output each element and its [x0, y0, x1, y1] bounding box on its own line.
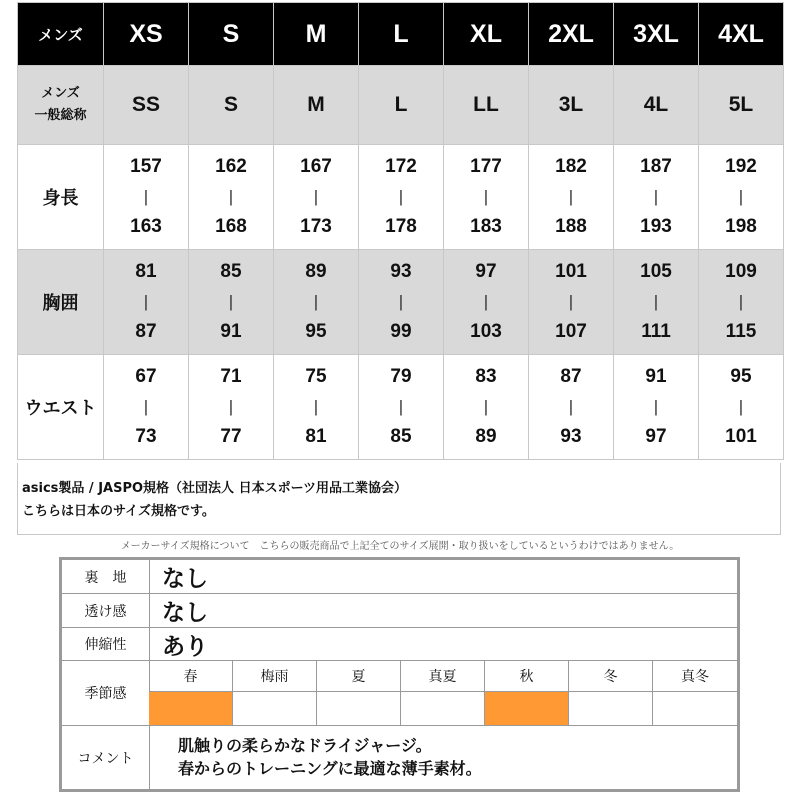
range-min: 97	[475, 261, 497, 282]
measurement-range	[104, 156, 188, 238]
season-indicator	[149, 692, 233, 725]
range-separator: |	[228, 397, 234, 416]
stretch-value: あり	[162, 633, 208, 660]
range-max: 163	[130, 216, 162, 237]
spec-table	[59, 557, 740, 792]
range-min: 67	[135, 366, 157, 387]
measurement-range	[104, 366, 188, 448]
measurement-range	[189, 261, 273, 343]
spec-row-stretch	[62, 628, 737, 661]
range-min: 177	[470, 156, 502, 177]
range-min: 105	[640, 261, 672, 282]
measurement-cell	[444, 145, 529, 250]
range-separator: |	[398, 292, 404, 311]
season-indicator	[233, 692, 317, 725]
measurement-range	[699, 156, 783, 238]
season-name: 真冬	[653, 661, 737, 692]
range-max: 93	[560, 426, 582, 447]
measurement-cell	[104, 145, 189, 250]
season-name: 秋	[485, 661, 569, 692]
range-separator: |	[313, 292, 319, 311]
range-separator: |	[483, 187, 489, 206]
sheer-value: なし	[162, 600, 208, 626]
range-max: 77	[220, 426, 242, 447]
range-separator: |	[653, 292, 659, 311]
range-max: 188	[555, 216, 587, 237]
range-separator: |	[483, 292, 489, 311]
range-separator: |	[568, 397, 574, 416]
comment-label: コメント	[62, 726, 150, 789]
range-max: 111	[641, 321, 671, 342]
range-separator: |	[738, 187, 744, 206]
range-max: 168	[215, 216, 247, 237]
lining-value: なし	[162, 566, 208, 592]
season-indicator	[317, 692, 401, 725]
range-min: 187	[640, 156, 672, 177]
range-min: 75	[305, 366, 327, 387]
comment-line-1: 肌触りの柔らかなドライジャージ。	[178, 736, 432, 755]
measurement-cell	[274, 250, 359, 355]
jp-size-m: M	[274, 66, 359, 145]
range-min: 182	[555, 156, 587, 177]
size-header-s: S	[189, 3, 274, 66]
measurement-cell	[529, 250, 614, 355]
jp-size-label	[18, 66, 104, 145]
comment-line-2: 春からのトレーニングに最適な薄手素材。	[178, 759, 482, 778]
range-separator: |	[398, 187, 404, 206]
size-header-4xl: 4XL	[699, 3, 784, 66]
range-max: 173	[300, 216, 332, 237]
range-separator: |	[313, 397, 319, 416]
size-header-row	[18, 3, 784, 66]
measurement-range	[614, 366, 698, 448]
range-max: 107	[555, 321, 587, 342]
range-max: 81	[305, 426, 327, 447]
range-max: 95	[305, 321, 327, 342]
measurement-range	[189, 156, 273, 238]
measurement-label: ウエスト	[18, 355, 104, 460]
size-header-xs: XS	[104, 3, 189, 66]
jp-size-label-line2: 一般総称	[34, 108, 87, 123]
range-max: 91	[220, 321, 242, 342]
range-separator: |	[653, 187, 659, 206]
range-max: 97	[645, 426, 667, 447]
measurement-cell	[189, 355, 274, 460]
season-name: 春	[149, 661, 233, 692]
range-min: 89	[305, 261, 327, 282]
size-header-xl: XL	[444, 3, 529, 66]
measurement-cell	[104, 355, 189, 460]
measurement-row	[18, 355, 784, 460]
spec-row-lining	[62, 560, 737, 594]
jp-size-ss: SS	[104, 66, 189, 145]
spec-row-sheer	[62, 594, 737, 628]
note-line-1: asics製品 / JASPO規格（社団法人 日本スポーツ用品工業協会）	[22, 481, 408, 496]
comment-text	[178, 734, 482, 780]
measurement-cell	[359, 355, 444, 460]
jp-size-row	[18, 66, 784, 145]
size-header-m: M	[274, 3, 359, 66]
range-separator: |	[228, 187, 234, 206]
range-separator: |	[738, 292, 744, 311]
measurement-cell	[699, 250, 784, 355]
range-min: 167	[300, 156, 332, 177]
range-min: 162	[215, 156, 247, 177]
measurement-range	[444, 156, 528, 238]
range-min: 71	[220, 366, 242, 387]
measurement-row	[18, 250, 784, 355]
measurement-range	[274, 261, 358, 343]
jp-size-5l: 5L	[699, 66, 784, 145]
standard-note	[17, 463, 781, 535]
range-min: 81	[135, 261, 157, 282]
measurement-range	[614, 261, 698, 343]
measurement-range	[189, 366, 273, 448]
season-grid	[149, 661, 737, 725]
jp-size-4l: 4L	[614, 66, 699, 145]
measurement-cell	[104, 250, 189, 355]
range-max: 87	[135, 321, 157, 342]
range-separator: |	[483, 397, 489, 416]
measurement-range	[699, 261, 783, 343]
measurement-cell	[614, 355, 699, 460]
measurement-cell	[189, 145, 274, 250]
range-max: 101	[725, 426, 757, 447]
range-separator: |	[653, 397, 659, 416]
measurement-cell	[359, 145, 444, 250]
measurement-cell	[529, 355, 614, 460]
measurement-range	[444, 366, 528, 448]
range-min: 192	[725, 156, 757, 177]
range-max: 73	[135, 426, 157, 447]
range-max: 103	[470, 321, 502, 342]
range-separator: |	[143, 397, 149, 416]
measurement-range	[274, 366, 358, 448]
range-separator: |	[398, 397, 404, 416]
season-label: 季節感	[62, 661, 150, 725]
measurement-range	[359, 261, 443, 343]
measurement-row	[18, 145, 784, 250]
measurement-cell	[274, 145, 359, 250]
season-indicator	[653, 692, 737, 725]
measurement-range	[359, 156, 443, 238]
size-header-3xl: 3XL	[614, 3, 699, 66]
range-min: 109	[725, 261, 757, 282]
measurement-cell	[359, 250, 444, 355]
lining-label: 裏 地	[62, 560, 150, 593]
range-separator: |	[738, 397, 744, 416]
spec-row-comment	[62, 726, 737, 789]
range-separator: |	[143, 292, 149, 311]
measurement-range	[529, 156, 613, 238]
spec-row-season	[62, 661, 737, 726]
range-max: 85	[390, 426, 412, 447]
measurement-range	[529, 366, 613, 448]
range-separator: |	[568, 187, 574, 206]
measurement-cell	[614, 250, 699, 355]
measurement-range	[274, 156, 358, 238]
range-min: 79	[390, 366, 412, 387]
range-min: 85	[220, 261, 242, 282]
jp-size-s: S	[189, 66, 274, 145]
measurement-cell	[529, 145, 614, 250]
measurement-cell	[444, 250, 529, 355]
range-max: 178	[385, 216, 417, 237]
range-min: 83	[475, 366, 497, 387]
range-max: 99	[390, 321, 412, 342]
range-min: 91	[645, 366, 667, 387]
measurement-cell	[614, 145, 699, 250]
measurement-label: 胸囲	[18, 250, 104, 355]
sheer-label: 透け感	[62, 594, 150, 627]
size-header-l: L	[359, 3, 444, 66]
range-min: 93	[390, 261, 412, 282]
measurement-cell	[699, 145, 784, 250]
season-name: 梅雨	[233, 661, 317, 692]
measurement-range	[529, 261, 613, 343]
season-indicator	[401, 692, 485, 725]
jp-size-label-line1: メンズ	[41, 86, 80, 101]
measurement-range	[614, 156, 698, 238]
range-max: 193	[640, 216, 672, 237]
range-min: 95	[730, 366, 752, 387]
measurement-cell	[274, 355, 359, 460]
range-max: 198	[725, 216, 757, 237]
jp-size-l: L	[359, 66, 444, 145]
jp-size-ll: LL	[444, 66, 529, 145]
stretch-label: 伸縮性	[62, 628, 150, 660]
range-max: 89	[475, 426, 497, 447]
range-separator: |	[228, 292, 234, 311]
measurement-cell	[189, 250, 274, 355]
range-separator: |	[313, 187, 319, 206]
season-indicator	[485, 692, 569, 725]
range-min: 172	[385, 156, 417, 177]
range-min: 87	[560, 366, 582, 387]
season-indicator	[569, 692, 653, 725]
season-name: 夏	[317, 661, 401, 692]
size-chart-table	[17, 2, 784, 460]
range-min: 101	[555, 261, 587, 282]
range-max: 183	[470, 216, 502, 237]
size-header-2xl: 2XL	[529, 3, 614, 66]
season-name: 真夏	[401, 661, 485, 692]
season-name: 冬	[569, 661, 653, 692]
header-label: メンズ	[18, 3, 104, 66]
disclaimer-text: メーカーサイズ規格について こちらの販売商品で上記全てのサイズ展開・取り扱いをしているというわけではありません。	[120, 541, 680, 552]
measurement-cell	[699, 355, 784, 460]
range-separator: |	[568, 292, 574, 311]
range-max: 115	[725, 321, 757, 342]
jp-size-3l: 3L	[529, 66, 614, 145]
measurement-cell	[444, 355, 529, 460]
range-separator: |	[143, 187, 149, 206]
note-line-2: こちらは日本のサイズ規格です。	[22, 504, 215, 519]
measurement-range	[359, 366, 443, 448]
measurement-range	[444, 261, 528, 343]
range-min: 157	[130, 156, 162, 177]
measurement-range	[104, 261, 188, 343]
measurement-label: 身長	[18, 145, 104, 250]
measurement-range	[699, 366, 783, 448]
